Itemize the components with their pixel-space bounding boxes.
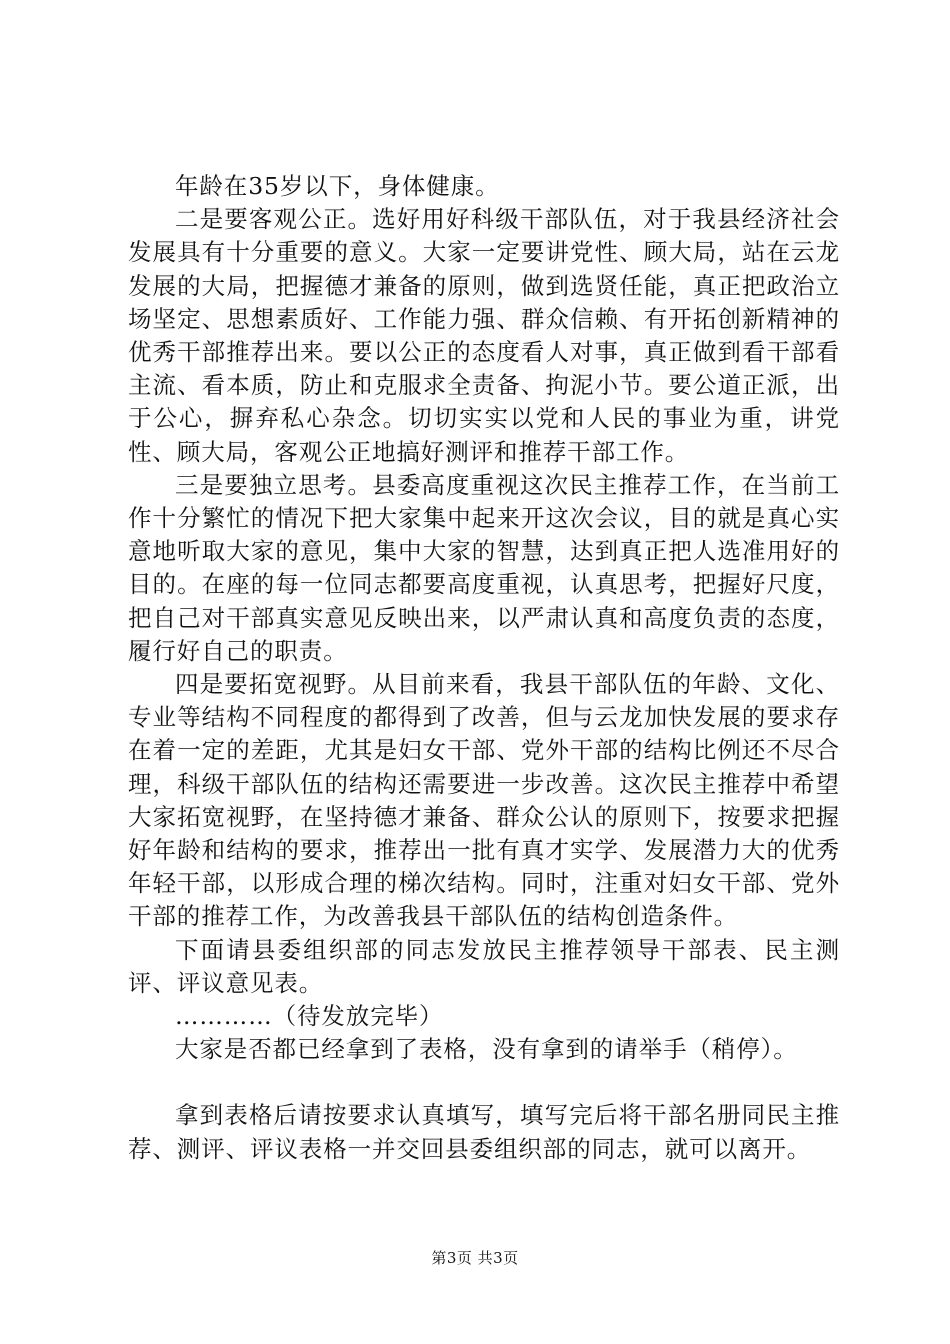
- paragraph-check-forms: 大家是否都已经拿到了表格，没有拿到的请举手（稍停）。: [175, 1035, 798, 1064]
- paragraph-broaden-vision: 四是要拓宽视野。从目前来看，我县干部队伍的年龄、文化、专业等结构不同程度的都得到了改善，但与云龙加快发展的要求存在着一定的差距，尤其是妇女干部、党外干部的结构比例还不尽合理，科级干部队伍的结构还需要进一步改善。这次民主推荐中希望大家拓宽视野，在坚持德才兼备、群众公认的原则下，按要求把握好年龄和结构的要求，推荐出一批有真才实学、发展潜力大的优秀年轻干部，以形成合理的梯次结构。同时，注重对妇女干部、党外干部的推荐工作，为改善我县干部队伍的结构创造条件。: [128, 670, 840, 931]
- paragraph-fill-and-return: 拿到表格后请按要求认真填写，填写完后将干部名册同民主推荐、测评、评议表格一并交回县委组织部的同志，就可以离开。: [128, 1101, 840, 1163]
- document-body: [128, 170, 840, 1166]
- paragraph-objective-fairness: 二是要客观公正。选好用好科级干部队伍，对于我县经济社会发展具有十分重要的意义。大家一定要讲党性、顾大局，站在云龙发展的大局，把握德才兼备的原则，做到选贤任能，真正把政治立场坚定、思想素质好、工作能力强、群众信赖、有开拓创新精神的优秀干部推荐出来。要以公正的态度看人对事，真正做到看干部看主流、看本质，防止和克服求全责备、拘泥小节。要公道正派，出于公心，摒弃私心杂念。切切实实以党和人民的事业为重，讲党性、顾大局，客观公正地搞好测评和推荐干部工作。: [128, 205, 840, 466]
- paragraph-independent-thinking: 三是要独立思考。县委高度重视这次民主推荐工作，在当前工作十分繁忙的情况下把大家集中起来开这次会议，目的就是真心实意地听取大家的意见，集中大家的智慧，达到真正把人选准用好的目的。在座的每一位同志都要高度重视，认真思考，把握好尺度，把自己对干部真实意见反映出来，以严肃认真和高度负责的态度，履行好自己的职责。: [128, 470, 840, 665]
- paragraph-spacer: [128, 1066, 840, 1099]
- paragraph-age-requirement: 年龄在35岁以下，身体健康。: [175, 172, 500, 200]
- paragraph-distribute-forms: 下面请县委组织部的同志发放民主推荐领导干部表、民主测评、评议意见表。: [128, 935, 840, 997]
- paragraph-wait-distribution: …………（待发放完毕）: [175, 1002, 444, 1031]
- page-footer: 第3页 共3页: [431, 1249, 519, 1267]
